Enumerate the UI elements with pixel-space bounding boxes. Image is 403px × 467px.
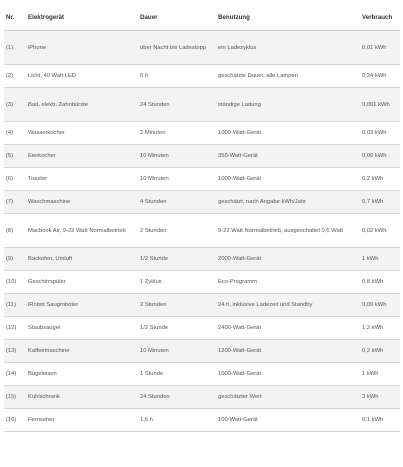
cell-consumption: 0,7 kWh (360, 191, 400, 214)
cell-device: Fernseher (26, 409, 138, 432)
cell-usage: 350-Watt-Gerät (216, 145, 360, 168)
cell-consumption: 0,2 kWh (360, 340, 400, 363)
cell-duration: 1/2 Stunde (138, 317, 216, 340)
cell-usage: geschätzter Wert (216, 386, 360, 409)
table-row (4, 294, 400, 317)
table-row (4, 340, 400, 363)
cell-nr: (10) (4, 271, 26, 294)
header-consumption: Verbrauch (360, 4, 400, 31)
cell-duration: 1,5 h (138, 409, 216, 432)
header-device: Elektrogerät (26, 4, 138, 31)
cell-duration: 10 Minuten (138, 340, 216, 363)
cell-consumption: 0,02 kWh (360, 214, 400, 248)
cell-consumption: 3 kWh (360, 386, 400, 409)
cell-duration: 2 Minuten (138, 122, 216, 145)
cell-device: iPhone (26, 31, 138, 65)
cell-consumption: 0,1 kWh (360, 409, 400, 432)
cell-device: Waschmaschine (26, 191, 138, 214)
cell-nr: (5) (4, 145, 26, 168)
cell-nr: (8) (4, 214, 26, 248)
cell-device: Geschirrspüler (26, 271, 138, 294)
cell-device: iRobot Saugroboter (26, 294, 138, 317)
cell-device: Kaffeemaschine (26, 340, 138, 363)
table-row (4, 168, 400, 191)
cell-duration: über Nacht bis Ladestopp (138, 31, 216, 65)
cell-nr: (13) (4, 340, 26, 363)
table-row (4, 386, 400, 409)
header-nr: Nr. (4, 4, 26, 31)
cell-device: Bad, elektr. Zahnbürste (26, 88, 138, 122)
cell-usage: 1200-Watt-Gerät (216, 340, 360, 363)
cell-usage: ein Ladezyklus (216, 31, 360, 65)
cell-usage: ständige Ladung (216, 88, 360, 122)
cell-usage: 1000-Watt-Gerät (216, 168, 360, 191)
cell-usage: 100-Watt-Gerät (216, 409, 360, 432)
cell-device: Licht, 40 Watt LED (26, 65, 138, 88)
table-row (4, 363, 400, 386)
cell-nr: (11) (4, 294, 26, 317)
table-row (4, 317, 400, 340)
table-row (4, 31, 400, 65)
cell-usage: 2000-Watt-Gerät (216, 248, 360, 271)
cell-usage: 9-22 Watt Normalbetrieb, ausgeschaltet 0,6 Watt (216, 214, 360, 248)
cell-usage: Eco-Programm (216, 271, 360, 294)
table-row (4, 65, 400, 88)
cell-usage: geschätzt, nach Angabe kWh/Jahr (216, 191, 360, 214)
cell-duration: 1/2 Stunde (138, 248, 216, 271)
cell-usage: 1000-Watt-Gerät (216, 363, 360, 386)
cell-device: Toaster (26, 168, 138, 191)
cell-device: Bügeleisen (26, 363, 138, 386)
cell-nr: (14) (4, 363, 26, 386)
cell-duration: 6 h (138, 65, 216, 88)
cell-device: Wasserkocher (26, 122, 138, 145)
cell-nr: (12) (4, 317, 26, 340)
cell-usage: 2400-Watt-Gerät (216, 317, 360, 340)
cell-consumption: 1,2 kWh (360, 317, 400, 340)
cell-nr: (9) (4, 248, 26, 271)
cell-duration: 10 Minuten (138, 168, 216, 191)
header-row (4, 4, 400, 31)
cell-duration: 1 Zyklus (138, 271, 216, 294)
cell-device: Macbook Air, 9-22 Watt Normalbetrieb (26, 214, 138, 248)
cell-duration: 10 Minuten (138, 145, 216, 168)
cell-device: Eierkocher (26, 145, 138, 168)
cell-usage: geschätzte Dauer, alle Lampen (216, 65, 360, 88)
cell-nr: (7) (4, 191, 26, 214)
table-row (4, 88, 400, 122)
table-row (4, 271, 400, 294)
table-row (4, 409, 400, 432)
energy-consumption-table (4, 4, 400, 432)
cell-consumption: 0,2 kWh (360, 168, 400, 191)
cell-device: Staubsauger (26, 317, 138, 340)
cell-nr: (3) (4, 88, 26, 122)
cell-nr: (16) (4, 409, 26, 432)
table-row (4, 122, 400, 145)
cell-consumption: 0,03 kWh (360, 122, 400, 145)
cell-nr: (6) (4, 168, 26, 191)
cell-duration: 24 Stunden (138, 88, 216, 122)
cell-usage: 24 h, inklusive Ladezeit und Standby (216, 294, 360, 317)
cell-duration: 2 Stunden (138, 294, 216, 317)
table-row (4, 214, 400, 248)
cell-consumption: 0,06 kWh (360, 145, 400, 168)
cell-consumption: 0,09 kWh (360, 294, 400, 317)
cell-duration: 4 Stunden (138, 191, 216, 214)
table-row (4, 145, 400, 168)
cell-nr: (2) (4, 65, 26, 88)
cell-consumption: 1 kWh (360, 363, 400, 386)
cell-consumption: 0,24 kWh (360, 65, 400, 88)
cell-device: Backofen, Umluft (26, 248, 138, 271)
cell-device: Kühlschrank (26, 386, 138, 409)
cell-duration: 2 Stunden (138, 214, 216, 248)
header-duration: Dauer (138, 4, 216, 31)
cell-nr: (4) (4, 122, 26, 145)
cell-nr: (1) (4, 31, 26, 65)
cell-consumption: 0,8 kWh (360, 271, 400, 294)
cell-nr: (15) (4, 386, 26, 409)
cell-consumption: 0,001 kWh (360, 88, 400, 122)
cell-duration: 24 Stunden (138, 386, 216, 409)
cell-consumption: 1 kWh (360, 248, 400, 271)
table-row (4, 191, 400, 214)
cell-consumption: 0,01 kWh (360, 31, 400, 65)
header-usage: Benutzung (216, 4, 360, 31)
cell-duration: 1 Stunde (138, 363, 216, 386)
cell-usage: 1000-Watt-Gerät (216, 122, 360, 145)
table-row (4, 248, 400, 271)
